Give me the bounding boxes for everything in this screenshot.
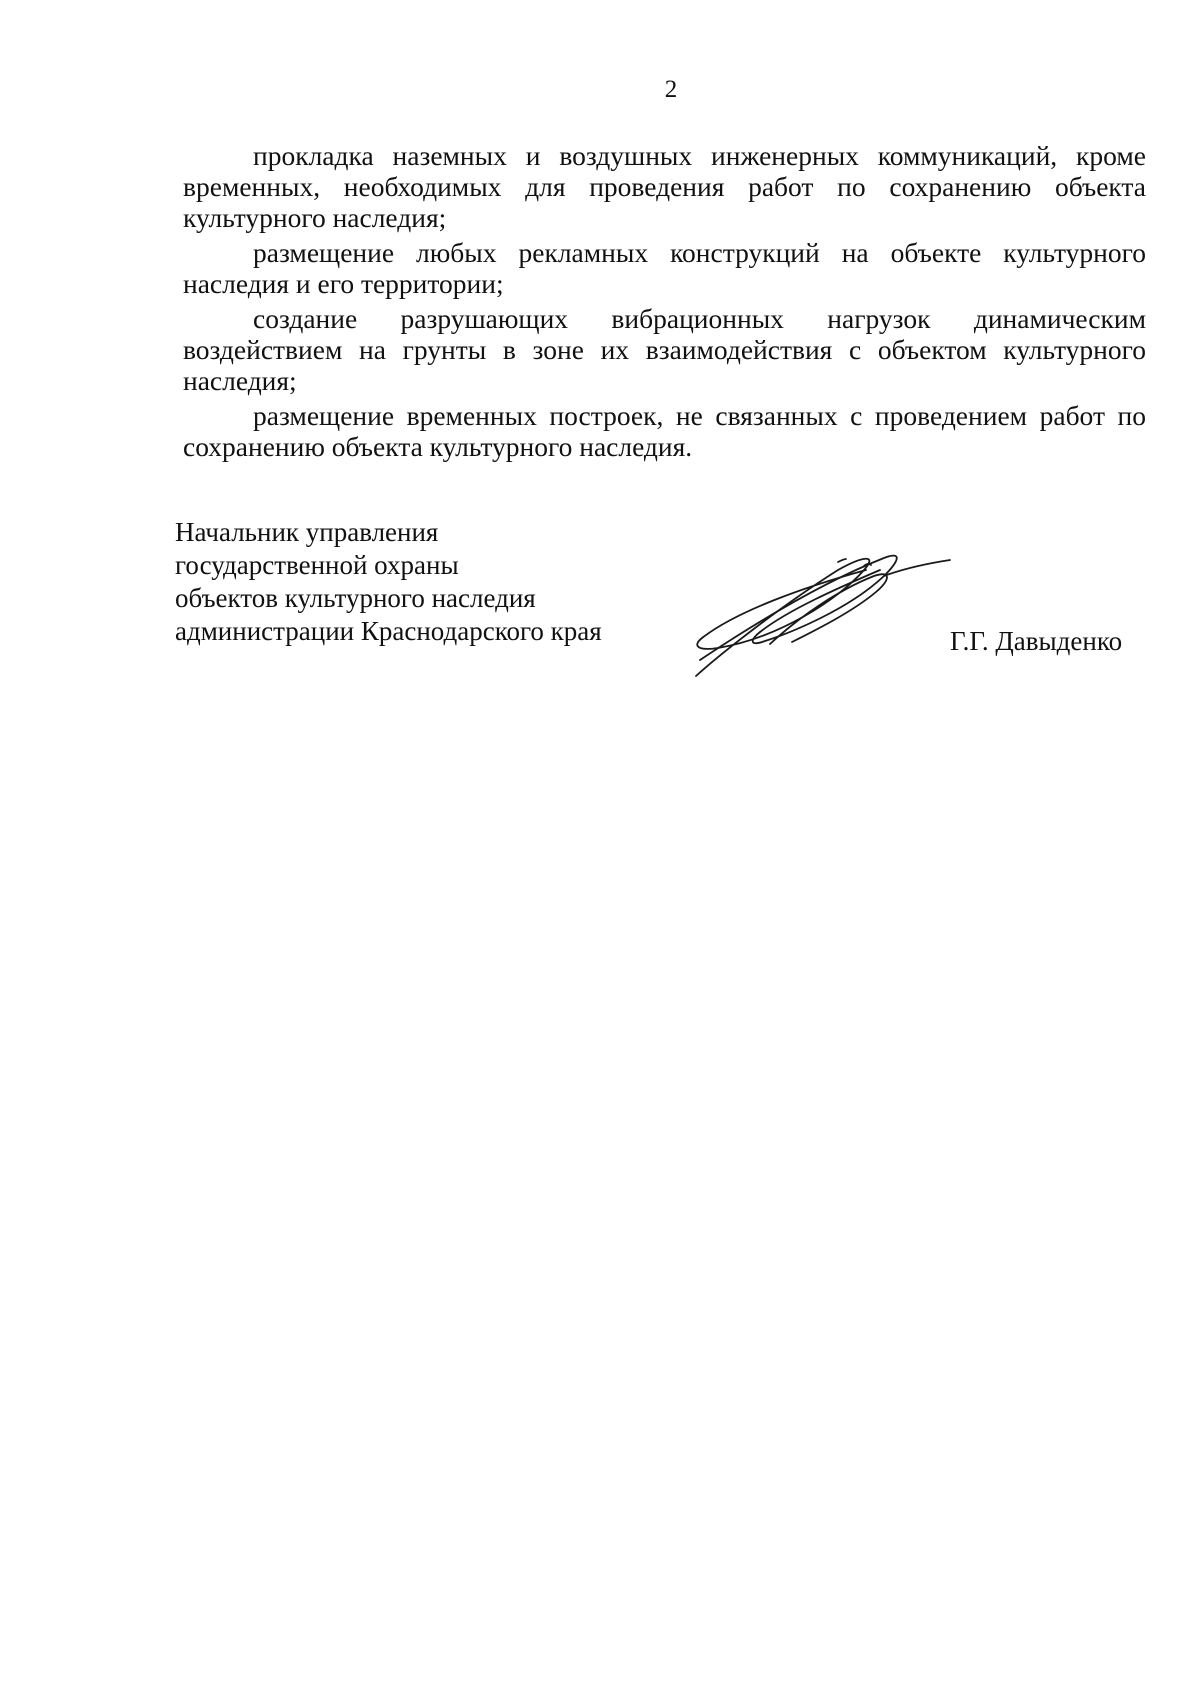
position-line: объектов культурного наследия xyxy=(175,583,536,613)
position-line: Начальник управления xyxy=(175,517,439,547)
document-body xyxy=(183,140,1146,466)
signer-name: Г.Г. Давыденко xyxy=(950,626,1123,656)
signatory-position xyxy=(175,516,602,648)
paragraph-temporary-buildings: размещение временных построек, не связанных с проведением работ по сохранению объекта культурного наследия. xyxy=(183,400,1146,462)
handwritten-signature-icon xyxy=(688,548,958,678)
paragraph-utility-lines: прокладка наземных и воздушных инженерных коммуникаций, кроме временных, необходимых для проведения работ по сохранению объекта культурного наследия; xyxy=(183,140,1146,233)
position-line: государственной охраны xyxy=(175,550,459,580)
paragraph-vibration-loads: создание разрушающих вибрационных нагрузок динамическим воздействием на грунты в зоне их взаимодействия с объектом культурного наследия; xyxy=(183,303,1146,396)
page-number: 2 xyxy=(664,76,678,103)
paragraph-advertising: размещение любых рекламных конструкций на объекте культурного наследия и его территории; xyxy=(183,237,1146,299)
position-line: администрации Краснодарского края xyxy=(175,616,602,646)
